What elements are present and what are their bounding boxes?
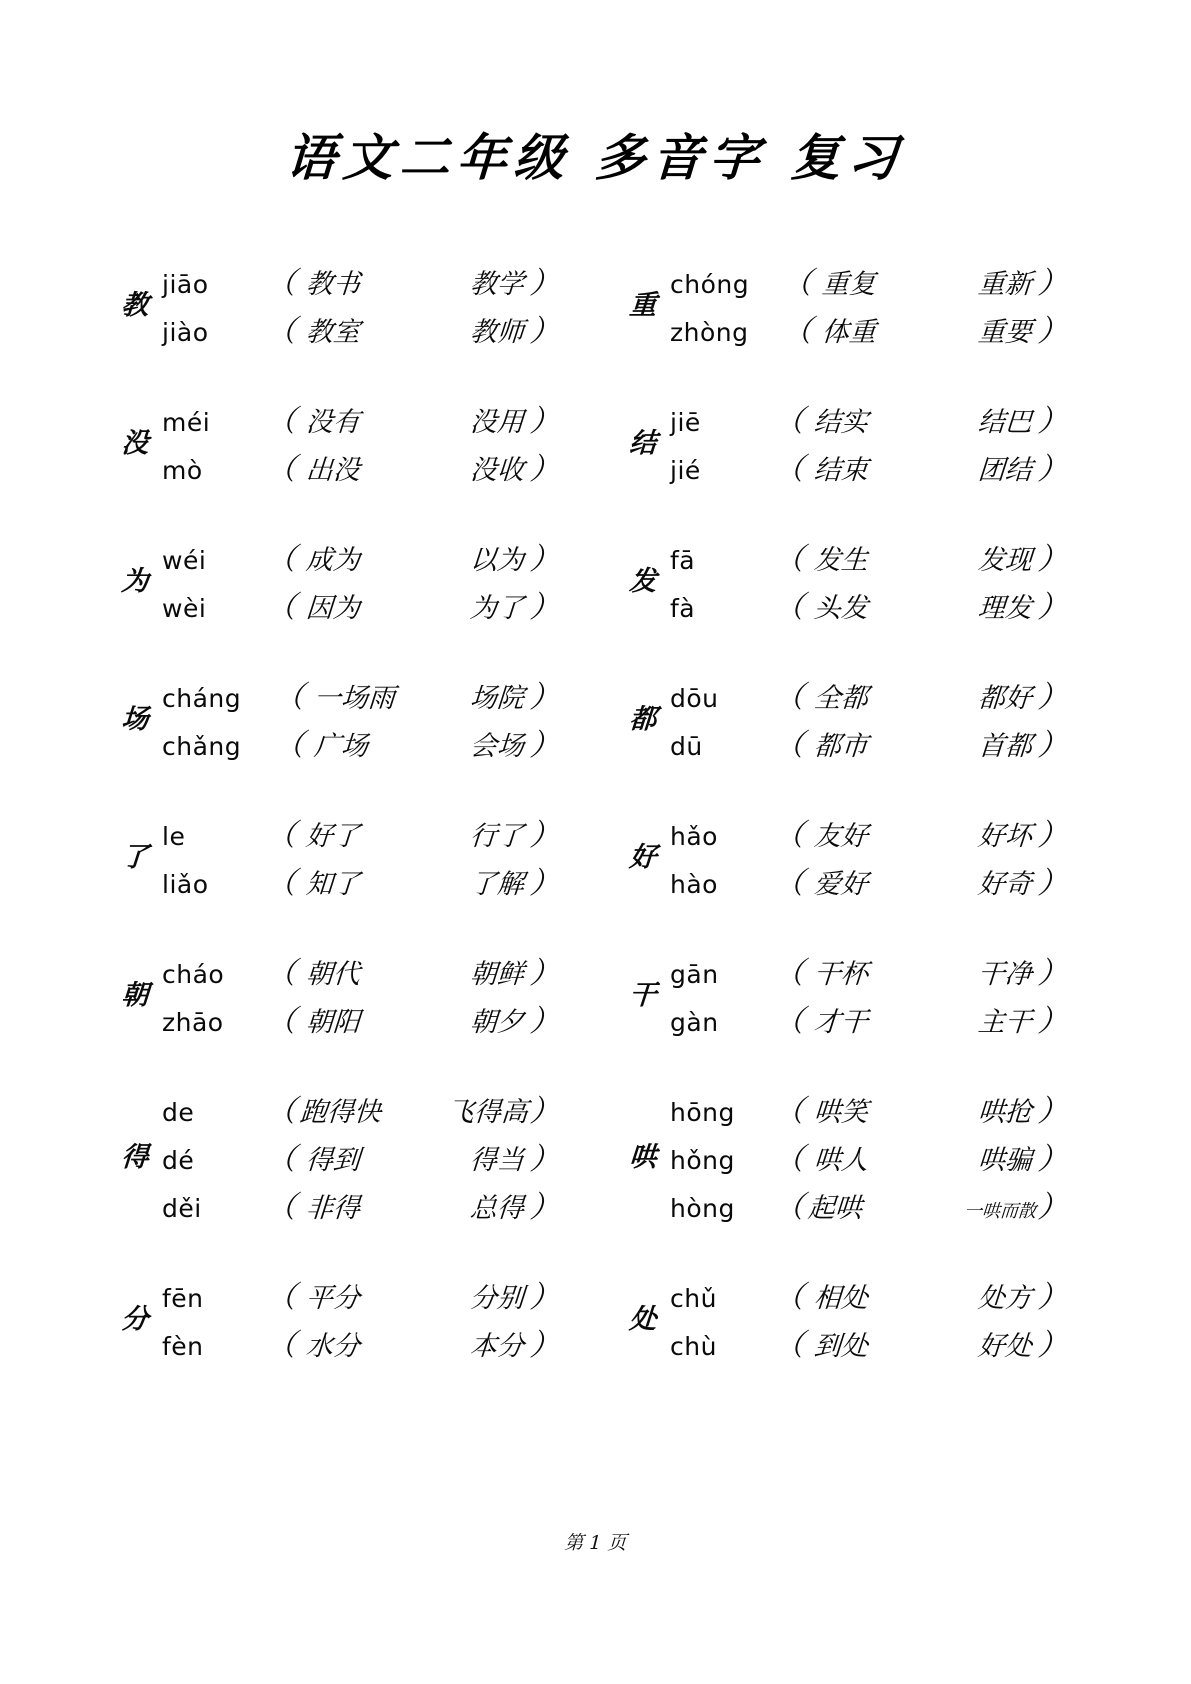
polyphone-entry: [616, 788, 1068, 926]
close-paren: ）: [1036, 818, 1069, 853]
word-examples: [304, 685, 530, 712]
open-paren: （: [772, 1328, 805, 1363]
close-paren: ）: [1036, 452, 1069, 487]
word-example: 才干: [812, 1007, 870, 1038]
pinyin-label: děi: [162, 1194, 202, 1223]
word-example: 朝代: [304, 959, 362, 990]
reading-row: [670, 1272, 1068, 1318]
reading-row: [670, 582, 1068, 628]
entry-character: 都: [628, 703, 658, 735]
open-paren: （: [264, 1094, 297, 1129]
word-examples: [804, 1147, 1038, 1174]
word-example: 友好: [812, 821, 870, 852]
close-paren: ）: [1036, 590, 1069, 625]
polyphone-entry: [616, 374, 1068, 512]
polyphone-entry: [108, 788, 560, 926]
reading-row: [670, 858, 1068, 904]
open-paren: （: [772, 404, 805, 439]
word-example: 处方: [976, 1283, 1034, 1314]
pinyin-label: hòng: [670, 1194, 735, 1223]
word-example: 朝鲜: [468, 959, 526, 990]
open-paren: （: [264, 452, 297, 487]
pinyin-label: dōu: [670, 684, 719, 713]
close-paren: ）: [1036, 542, 1069, 577]
entry-character: 结: [628, 427, 658, 459]
pinyin-label: zhāo: [162, 1008, 224, 1037]
word-examples: [296, 1009, 530, 1036]
word-example: 全都: [812, 683, 870, 714]
pinyin-label: fā: [670, 546, 696, 575]
left-column: [108, 236, 560, 1388]
reading-list: [162, 396, 560, 490]
word-example: 结束: [812, 455, 870, 486]
word-example: 没收: [468, 455, 526, 486]
word-example: 哄抢: [976, 1097, 1034, 1128]
entry-character: 教: [120, 289, 150, 321]
word-example: 理发: [976, 593, 1034, 624]
reading-row: [162, 948, 560, 994]
reading-row: [162, 396, 560, 442]
pinyin-label: gàn: [670, 1008, 719, 1037]
word-example: 知了: [304, 869, 362, 900]
reading-list: [670, 810, 1068, 904]
close-paren: ）: [1036, 1280, 1069, 1315]
word-examples: [804, 547, 1038, 574]
word-example: 一哄而散: [963, 1201, 1037, 1222]
close-paren: ）: [528, 1280, 561, 1315]
word-example: 非得: [304, 1193, 362, 1224]
word-examples: [804, 961, 1038, 988]
word-example: 教师: [468, 317, 526, 348]
word-examples: [812, 271, 1038, 298]
open-paren: （: [264, 866, 297, 901]
word-example: 教学: [468, 269, 526, 300]
word-examples: [296, 871, 530, 898]
open-paren: （: [272, 680, 305, 715]
word-example: 重新: [976, 269, 1034, 300]
open-paren: （: [780, 314, 813, 349]
entry-character: 场: [120, 703, 150, 735]
polyphone-entry: [108, 374, 560, 512]
word-example: 因为: [304, 593, 362, 624]
close-paren: ）: [528, 266, 561, 301]
word-examples: [296, 319, 530, 346]
close-paren: ）: [528, 818, 561, 853]
word-examples: [804, 457, 1038, 484]
open-paren: （: [264, 404, 297, 439]
close-paren: ）: [1036, 1190, 1069, 1225]
close-paren: ）: [528, 866, 561, 901]
word-example: 哄骗: [976, 1145, 1034, 1176]
close-paren: ）: [1036, 266, 1069, 301]
word-example: 为了: [468, 593, 526, 624]
open-paren: （: [772, 1142, 805, 1177]
pinyin-label: jié: [670, 456, 701, 485]
word-example: 教书: [304, 269, 362, 300]
close-paren: ）: [1036, 314, 1069, 349]
reading-row: [162, 720, 560, 766]
pinyin-label: gān: [670, 960, 719, 989]
pinyin-label: hǎo: [670, 822, 718, 851]
reading-row: [670, 1134, 1068, 1180]
pinyin-label: chǎng: [162, 732, 242, 761]
reading-row: [670, 1320, 1068, 1366]
word-example: 场院: [468, 683, 526, 714]
open-paren: （: [772, 956, 805, 991]
open-paren: （: [772, 452, 805, 487]
open-paren: （: [264, 1280, 297, 1315]
close-paren: ）: [1036, 1142, 1069, 1177]
reading-row: [162, 582, 560, 628]
open-paren: （: [772, 680, 805, 715]
right-column: [616, 236, 1068, 1388]
entry-character: 干: [628, 979, 658, 1011]
reading-list: [162, 1086, 560, 1228]
reading-row: [670, 948, 1068, 994]
word-example: 结实: [812, 407, 870, 438]
reading-row: [670, 396, 1068, 442]
polyphone-entry: [108, 926, 560, 1064]
pinyin-label: méi: [162, 408, 211, 437]
word-examples: [304, 733, 530, 760]
polyphone-entry: [108, 650, 560, 788]
pinyin-label: zhòng: [670, 318, 749, 347]
word-examples: [804, 595, 1038, 622]
word-example: 朝夕: [468, 1007, 526, 1038]
reading-row: [670, 1182, 1068, 1228]
pinyin-label: le: [162, 822, 186, 851]
open-paren: （: [772, 866, 805, 901]
close-paren: ）: [528, 1094, 561, 1129]
word-examples: [296, 1147, 530, 1174]
reading-row: [162, 306, 560, 352]
reading-list: [162, 948, 560, 1042]
pinyin-label: fèn: [162, 1332, 204, 1361]
open-paren: （: [264, 956, 297, 991]
word-example: 得到: [304, 1145, 362, 1176]
word-example: 结巴: [976, 407, 1034, 438]
word-example: 会场: [468, 731, 526, 762]
open-paren: （: [264, 1142, 297, 1177]
close-paren: ）: [1036, 1328, 1069, 1363]
word-example: 飞得高: [445, 1097, 530, 1128]
close-paren: ）: [1036, 728, 1069, 763]
reading-row: [670, 672, 1068, 718]
reading-list: [670, 534, 1068, 628]
word-examples: [804, 733, 1038, 760]
reading-list: [670, 948, 1068, 1042]
open-paren: （: [772, 1004, 805, 1039]
word-example: 好坏: [976, 821, 1034, 852]
word-example: 干净: [976, 959, 1034, 990]
entry-character: 没: [120, 427, 150, 459]
word-example: 没有: [304, 407, 362, 438]
word-example: 了解: [468, 869, 526, 900]
reading-row: [162, 672, 560, 718]
pinyin-label: cháng: [162, 684, 242, 713]
word-example: 广场: [312, 731, 370, 762]
word-example: 一场雨: [312, 683, 397, 714]
open-paren: （: [264, 1328, 297, 1363]
close-paren: ）: [528, 728, 561, 763]
pinyin-label: wéi: [162, 546, 207, 575]
polyphone-entry: [616, 650, 1068, 788]
pinyin-label: chóng: [670, 270, 750, 299]
close-paren: ）: [1036, 1004, 1069, 1039]
word-example: 总得: [468, 1193, 526, 1224]
word-examples: [296, 1333, 530, 1360]
reading-row: [162, 858, 560, 904]
pinyin-label: cháo: [162, 960, 225, 989]
reading-row: [162, 1086, 560, 1132]
close-paren: ）: [528, 1004, 561, 1039]
pinyin-label: hōng: [670, 1098, 735, 1127]
word-examples: [804, 1333, 1038, 1360]
entry-character: 发: [628, 565, 658, 597]
close-paren: ）: [1036, 680, 1069, 715]
word-example: 没用: [468, 407, 526, 438]
word-example: 起哄: [806, 1193, 864, 1224]
close-paren: ）: [528, 452, 561, 487]
pinyin-label: fà: [670, 594, 696, 623]
word-example: 重复: [820, 269, 878, 300]
word-examples: [812, 319, 1038, 346]
word-example: 以为: [468, 545, 526, 576]
open-paren: （: [264, 1004, 297, 1039]
polyphone-entry: [108, 1250, 560, 1388]
open-paren: （: [264, 1190, 297, 1225]
entry-character: 了: [120, 841, 150, 873]
entry-character: 处: [628, 1303, 658, 1335]
word-example: 行了: [468, 821, 526, 852]
word-example: 跑得快: [298, 1097, 383, 1128]
close-paren: ）: [528, 1328, 561, 1363]
open-paren: （: [772, 818, 805, 853]
entries-grid: [108, 236, 1068, 1388]
close-paren: ）: [528, 590, 561, 625]
word-example: 成为: [304, 545, 362, 576]
reading-list: [162, 534, 560, 628]
close-paren: ）: [528, 404, 561, 439]
word-example: 都市: [812, 731, 870, 762]
word-examples: [296, 961, 530, 988]
open-paren: （: [772, 590, 805, 625]
open-paren: （: [772, 1190, 805, 1225]
reading-list: [162, 1272, 560, 1366]
open-paren: （: [272, 728, 305, 763]
close-paren: ）: [528, 680, 561, 715]
reading-list: [162, 258, 560, 352]
word-examples: [804, 409, 1038, 436]
word-examples: [804, 1099, 1038, 1126]
word-example: 好处: [976, 1331, 1034, 1362]
word-example: 水分: [304, 1331, 362, 1362]
word-example: 教室: [304, 317, 362, 348]
reading-row: [670, 258, 1068, 304]
word-example: 发现: [976, 545, 1034, 576]
pinyin-label: liǎo: [162, 870, 209, 899]
open-paren: （: [264, 818, 297, 853]
pinyin-label: chǔ: [670, 1284, 717, 1313]
page-number: 第 1 页: [563, 1532, 628, 1554]
reading-row: [162, 810, 560, 856]
word-example: 爱好: [812, 869, 870, 900]
pinyin-label: fēn: [162, 1284, 204, 1313]
word-examples: [296, 595, 530, 622]
word-examples: [296, 409, 530, 436]
entry-character: 重: [628, 289, 658, 321]
polyphone-entry: [616, 1250, 1068, 1388]
reading-row: [162, 996, 560, 1042]
word-example: 得当: [468, 1145, 526, 1176]
pinyin-label: mò: [162, 456, 203, 485]
word-examples: [804, 823, 1038, 850]
word-examples: [804, 1285, 1038, 1312]
word-example: 平分: [304, 1283, 362, 1314]
word-examples: [296, 271, 530, 298]
reading-row: [670, 720, 1068, 766]
close-paren: ）: [528, 1190, 561, 1225]
word-example: 哄笑: [812, 1097, 870, 1128]
word-example: 干杯: [812, 959, 870, 990]
word-example: 分别: [468, 1283, 526, 1314]
reading-row: [162, 1134, 560, 1180]
reading-row: [162, 444, 560, 490]
pinyin-label: de: [162, 1098, 195, 1127]
polyphone-entry: [616, 236, 1068, 374]
polyphone-entry: [108, 1064, 560, 1250]
reading-row: [670, 306, 1068, 352]
polyphone-entry: [616, 512, 1068, 650]
word-example: 本分: [468, 1331, 526, 1362]
open-paren: （: [780, 266, 813, 301]
word-example: 都好: [976, 683, 1034, 714]
polyphone-entry: [108, 236, 560, 374]
pinyin-label: jiāo: [162, 270, 209, 299]
word-examples: [804, 685, 1038, 712]
word-examples: [296, 1099, 530, 1126]
close-paren: ）: [1036, 404, 1069, 439]
open-paren: （: [772, 1280, 805, 1315]
close-paren: ）: [1036, 866, 1069, 901]
close-paren: ）: [528, 542, 561, 577]
word-example: 到处: [812, 1331, 870, 1362]
polyphone-entry: [616, 926, 1068, 1064]
polyphone-entry: [616, 1064, 1068, 1250]
word-examples: [804, 1009, 1038, 1036]
reading-list: [670, 258, 1068, 352]
reading-row: [670, 444, 1068, 490]
word-example: 头发: [812, 593, 870, 624]
word-examples: [296, 457, 530, 484]
reading-row: [162, 1182, 560, 1228]
open-paren: （: [772, 542, 805, 577]
entry-character: 为: [120, 565, 150, 597]
word-examples: [296, 1195, 530, 1222]
close-paren: ）: [1036, 956, 1069, 991]
word-examples: [296, 547, 530, 574]
word-example: 重要: [976, 317, 1034, 348]
reading-list: [162, 672, 560, 766]
reading-row: [162, 1320, 560, 1366]
word-example: 相处: [812, 1283, 870, 1314]
word-example: 好了: [304, 821, 362, 852]
page-title: 语文二年级 多音字 复习: [284, 128, 907, 187]
word-examples: [804, 871, 1038, 898]
polyphone-entry: [108, 512, 560, 650]
pinyin-label: hào: [670, 870, 718, 899]
reading-row: [670, 534, 1068, 580]
word-example: 体重: [820, 317, 878, 348]
entry-character: 朝: [120, 979, 150, 1011]
pinyin-label: dé: [162, 1146, 195, 1175]
close-paren: ）: [1036, 1094, 1069, 1129]
open-paren: （: [772, 1094, 805, 1129]
close-paren: ）: [528, 314, 561, 349]
reading-row: [162, 1272, 560, 1318]
word-examples: [296, 823, 530, 850]
word-examples: [296, 1285, 530, 1312]
close-paren: ）: [528, 1142, 561, 1177]
reading-row: [670, 810, 1068, 856]
word-example: 好奇: [976, 869, 1034, 900]
pinyin-label: jiē: [670, 408, 701, 437]
pinyin-label: jiào: [162, 318, 209, 347]
entry-character: 哄: [628, 1141, 658, 1173]
word-example: 出没: [304, 455, 362, 486]
pinyin-label: dū: [670, 732, 703, 761]
open-paren: （: [264, 266, 297, 301]
pinyin-label: hǒng: [670, 1146, 735, 1175]
pinyin-label: wèi: [162, 594, 207, 623]
reading-row: [670, 1086, 1068, 1132]
reading-list: [670, 396, 1068, 490]
reading-row: [670, 996, 1068, 1042]
close-paren: ）: [528, 956, 561, 991]
reading-list: [670, 1086, 1068, 1228]
open-paren: （: [264, 590, 297, 625]
entry-character: 好: [628, 841, 658, 873]
open-paren: （: [264, 314, 297, 349]
reading-list: [670, 672, 1068, 766]
entry-character: 分: [120, 1303, 150, 1335]
word-example: 发生: [812, 545, 870, 576]
entry-character: 得: [120, 1141, 150, 1173]
open-paren: （: [264, 542, 297, 577]
word-examples: [804, 1195, 1038, 1222]
word-example: 主干: [976, 1007, 1034, 1038]
word-example: 朝阳: [304, 1007, 362, 1038]
reading-list: [162, 810, 560, 904]
reading-row: [162, 534, 560, 580]
word-example: 首都: [976, 731, 1034, 762]
reading-list: [670, 1272, 1068, 1366]
open-paren: （: [772, 728, 805, 763]
word-example: 哄人: [812, 1145, 870, 1176]
reading-row: [162, 258, 560, 304]
pinyin-label: chù: [670, 1332, 717, 1361]
word-example: 团结: [976, 455, 1034, 486]
